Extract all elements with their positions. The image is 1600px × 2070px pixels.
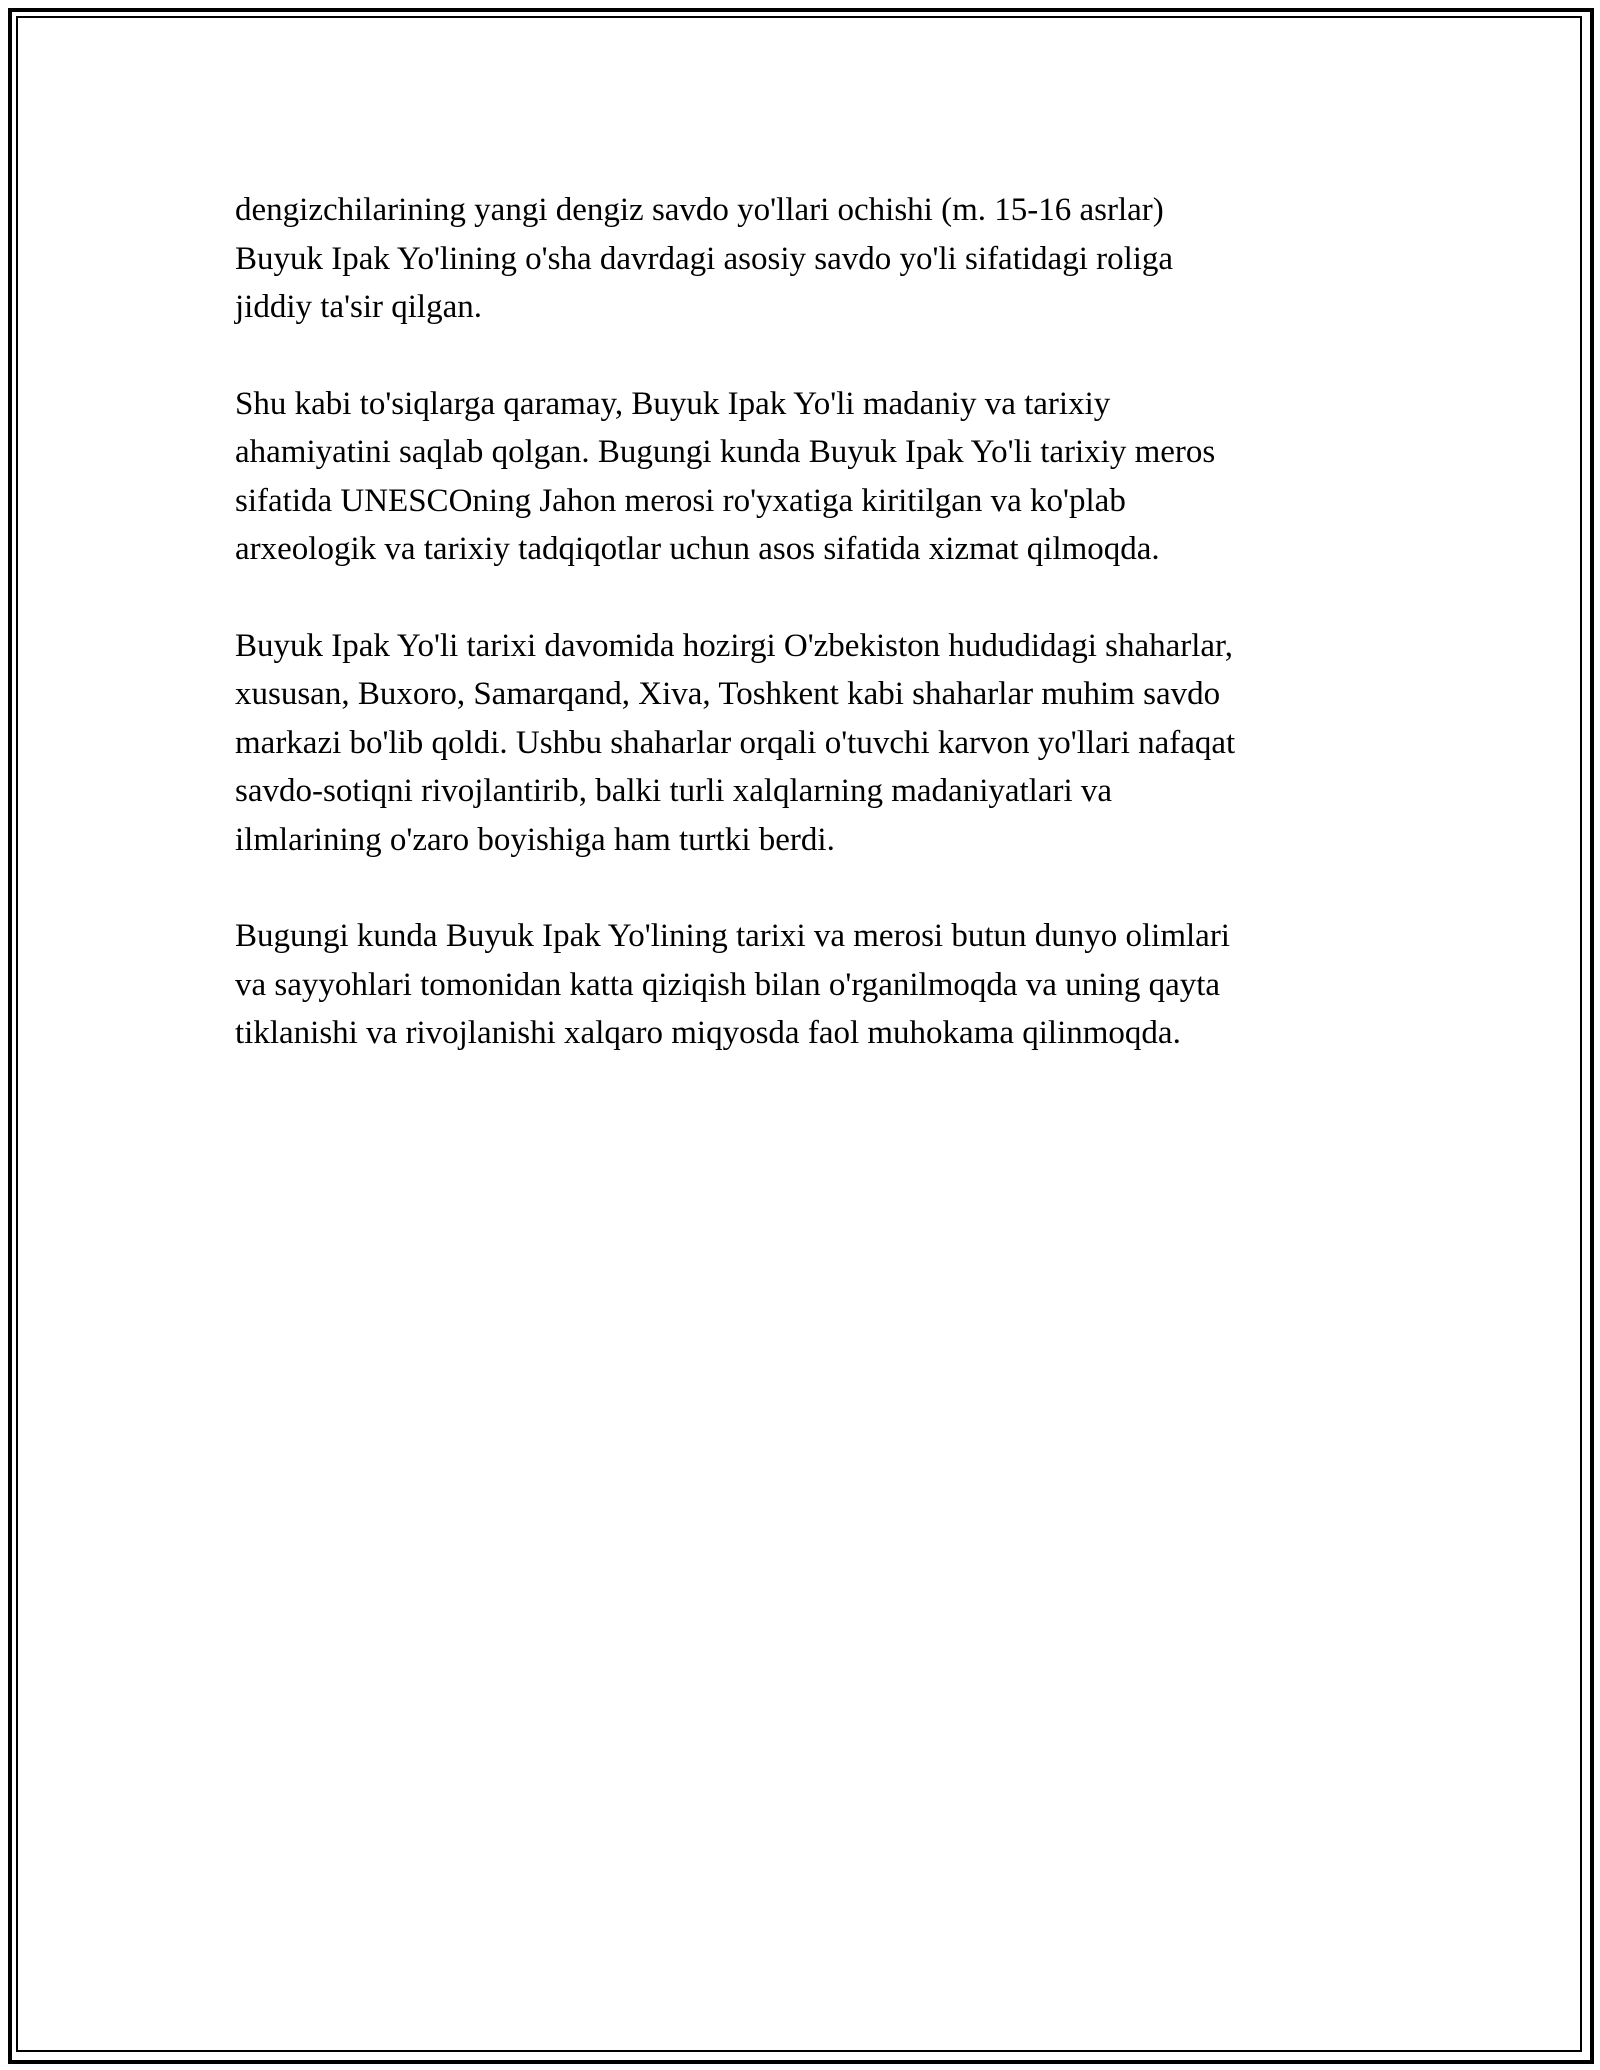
paragraph-3 [235, 622, 1385, 865]
text-line: savdo-sotiqni rivojlantirib, balki turli xalqlarning madaniyatlari va [235, 773, 1113, 809]
text-line: Bugungi kunda Buyuk Ipak Yo'lining tarixi va merosi butun dunyo olimlari [235, 918, 1230, 954]
paragraph-4 [235, 912, 1385, 1058]
text-line: sifatida UNESCOning Jahon merosi ro'yxatiga kiritilgan va ko'plab [235, 482, 1126, 519]
text-line: Shu kabi to'siqlarga qaramay, Buyuk Ipak Yo'li madaniy va tarixiy [235, 385, 1111, 422]
text-line: markazi bo'lib qoldi. Ushbu shaharlar orqali o'tuvchi karvon yo'llari nafaqat [235, 724, 1236, 761]
text-line: Buyuk Ipak Yo'li tarixi davomida hozirgi O'zbekiston hududidagi shaharlar, [235, 627, 1233, 664]
text-line: xususan, Buxoro, Samarqand, Xiva, Toshkent kabi shaharlar muhim savdo [235, 676, 1221, 712]
text-line: ahamiyatini saqlab qolgan. Bugungi kunda Buyuk Ipak Yo'li tarixiy meros [235, 434, 1216, 470]
text-line: Buyuk Ipak Yo'lining o'sha davrdagi asosiy savdo yo'li sifatidagi roliga [235, 240, 1174, 277]
text-line: tiklanishi va rivojlanishi xalqaro miqyosda faol muhokama qilinmoqda. [235, 1015, 1181, 1051]
text-line: ilmlarining o'zaro boyishiga ham turtki berdi. [235, 821, 835, 858]
paragraph-2 [235, 380, 1385, 574]
text-line: va sayyohlari tomonidan katta qiziqish bilan o'rganilmoqda va uning qayta [235, 966, 1221, 1003]
text-line: dengizchilarining yangi dengiz savdo yo'llari ochishi (m. 15-16 asrlar) [235, 192, 1164, 228]
text-line: arxeologik va tarixiy tadqiqotlar uchun asos sifatida xizmat qilmoqda. [235, 531, 1160, 567]
document-body [235, 186, 1385, 1106]
text-line: jiddiy ta'sir qilgan. [235, 289, 483, 325]
paragraph-1 [235, 186, 1385, 332]
